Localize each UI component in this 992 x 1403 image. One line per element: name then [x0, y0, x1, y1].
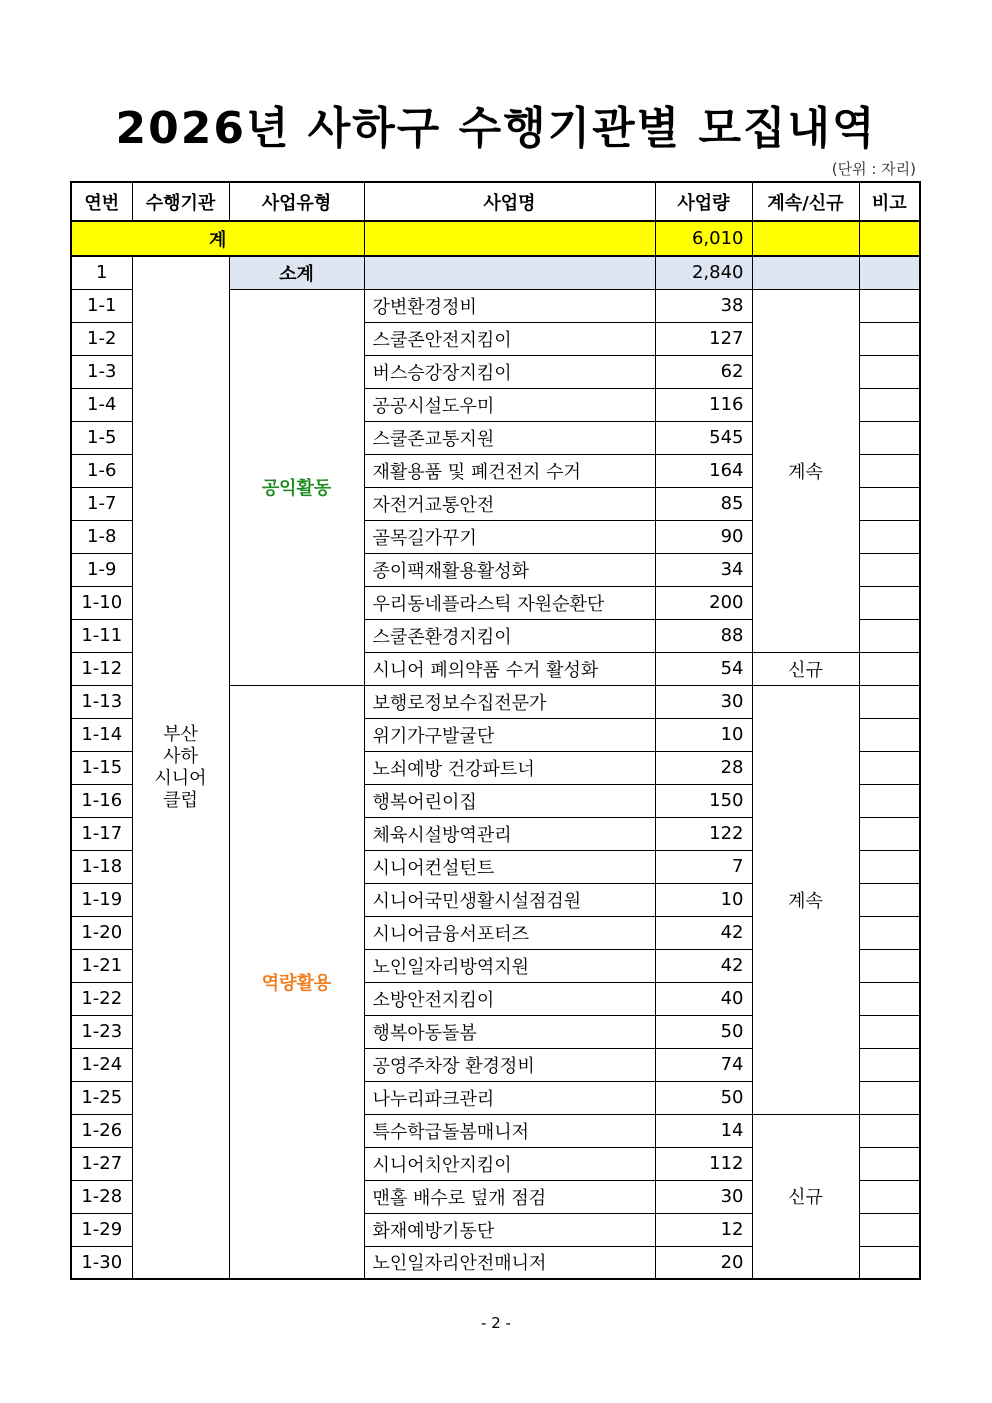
- row-note: [859, 289, 920, 322]
- row-note: [859, 454, 920, 487]
- row-name: 스쿨존교통지원: [364, 421, 655, 454]
- row-name: 강변환경정비: [364, 289, 655, 322]
- row-name: 보행로정보수집전문가: [364, 685, 655, 718]
- header-org: 수행기관: [132, 182, 229, 221]
- row-qty: 116: [655, 388, 752, 421]
- unit-label: (단위 : 자리): [831, 160, 916, 178]
- row-no: 1-16: [71, 784, 132, 817]
- row-no: 1-23: [71, 1015, 132, 1048]
- row-no: 1-30: [71, 1246, 132, 1279]
- row-no: 1-10: [71, 586, 132, 619]
- type-capacity: 역량활용: [229, 685, 364, 1279]
- row-name: 특수학급돌봄매니저: [364, 1114, 655, 1147]
- total-label: 계: [71, 221, 364, 256]
- row-note: [859, 586, 920, 619]
- row-qty: 50: [655, 1015, 752, 1048]
- org-line: 사하: [163, 745, 198, 767]
- row-no: 1-8: [71, 520, 132, 553]
- row-note: [859, 1213, 920, 1246]
- row-qty: 74: [655, 1048, 752, 1081]
- row-qty: 38: [655, 289, 752, 322]
- row-no: 1-28: [71, 1180, 132, 1213]
- row-name: 소방안전지킴이: [364, 982, 655, 1015]
- row-qty: 14: [655, 1114, 752, 1147]
- page-number: - 2 -: [481, 1314, 511, 1332]
- total-row: [71, 221, 920, 256]
- row-note: [859, 916, 920, 949]
- org-line: 시니어: [154, 767, 207, 789]
- row-no: 1-25: [71, 1081, 132, 1114]
- row-name: 스쿨존환경지킴이: [364, 619, 655, 652]
- row-note: [859, 1147, 920, 1180]
- header-no: 연번: [71, 182, 132, 221]
- row-note: [859, 322, 920, 355]
- row-name: 노인일자리방역지원: [364, 949, 655, 982]
- row-qty: 12: [655, 1213, 752, 1246]
- org-cell: [132, 256, 229, 1279]
- row-qty: 62: [655, 355, 752, 388]
- row-qty: 40: [655, 982, 752, 1015]
- row-no: 1-13: [71, 685, 132, 718]
- header-name: 사업명: [364, 182, 655, 221]
- row-qty: 34: [655, 553, 752, 586]
- row-note: [859, 850, 920, 883]
- row-name: 스쿨존안전지킴이: [364, 322, 655, 355]
- row-qty: 10: [655, 718, 752, 751]
- row-no: 1-24: [71, 1048, 132, 1081]
- row-note: [859, 817, 920, 850]
- row-note: [859, 751, 920, 784]
- row-note: [859, 553, 920, 586]
- subtotal-status-cell: [752, 256, 859, 289]
- row-qty: 30: [655, 685, 752, 718]
- row-no: 1-29: [71, 1213, 132, 1246]
- row-qty: 545: [655, 421, 752, 454]
- row-no: 1-19: [71, 883, 132, 916]
- row-no: 1-17: [71, 817, 132, 850]
- org-line: 클럽: [163, 789, 198, 811]
- row-no: 1-6: [71, 454, 132, 487]
- row-qty: 112: [655, 1147, 752, 1180]
- recruitment-table: [70, 181, 921, 1280]
- row-note: [859, 1246, 920, 1279]
- row-note: [859, 982, 920, 1015]
- subtotal-name-cell: [364, 256, 655, 289]
- row-no: 1-12: [71, 652, 132, 685]
- row-note: [859, 355, 920, 388]
- row-name: 자전거교통안전: [364, 487, 655, 520]
- status-new: 신규: [752, 652, 859, 685]
- row-note: [859, 520, 920, 553]
- status-continue: 계속: [752, 685, 859, 1114]
- row-name: 위기가구발굴단: [364, 718, 655, 751]
- row-name: 시니어컨설턴트: [364, 850, 655, 883]
- row-note: [859, 883, 920, 916]
- row-note: [859, 1081, 920, 1114]
- total-status-cell: [752, 221, 859, 256]
- subtotal-qty: 2,840: [655, 256, 752, 289]
- header-note: 비고: [859, 182, 920, 221]
- total-qty: 6,010: [655, 221, 752, 256]
- row-name: 시니어 폐의약품 수거 활성화: [364, 652, 655, 685]
- row-note: [859, 1015, 920, 1048]
- row-name: 노인일자리안전매니저: [364, 1246, 655, 1279]
- row-qty: 30: [655, 1180, 752, 1213]
- row-no: 1-7: [71, 487, 132, 520]
- row-note: [859, 685, 920, 718]
- row-note: [859, 784, 920, 817]
- row-no: 1-1: [71, 289, 132, 322]
- row-qty: 7: [655, 850, 752, 883]
- row-qty: 42: [655, 949, 752, 982]
- header-qty: 사업량: [655, 182, 752, 221]
- row-no: 1-22: [71, 982, 132, 1015]
- row-note: [859, 1180, 920, 1213]
- row-name: 골목길가꾸기: [364, 520, 655, 553]
- subtotal-note-cell: [859, 256, 920, 289]
- row-no: 1-11: [71, 619, 132, 652]
- row-qty: 20: [655, 1246, 752, 1279]
- subtotal-label: 소계: [229, 256, 364, 289]
- row-note: [859, 652, 920, 685]
- org-line: 부산: [163, 723, 198, 745]
- row-qty: 28: [655, 751, 752, 784]
- row-qty: 150: [655, 784, 752, 817]
- row-name: 화재예방기동단: [364, 1213, 655, 1246]
- row-name: 공영주차장 환경정비: [364, 1048, 655, 1081]
- page-title: 2026년 사하구 수행기관별 모집내역: [115, 103, 877, 154]
- row-qty: 85: [655, 487, 752, 520]
- row-name: 버스승강장지킴이: [364, 355, 655, 388]
- row-note: [859, 487, 920, 520]
- row-no: 1-5: [71, 421, 132, 454]
- row-qty: 200: [655, 586, 752, 619]
- row-name: 행복어린이집: [364, 784, 655, 817]
- row-no: 1-4: [71, 388, 132, 421]
- row-qty: 42: [655, 916, 752, 949]
- row-note: [859, 388, 920, 421]
- subtotal-no: 1: [71, 256, 132, 289]
- row-name: 공공시설도우미: [364, 388, 655, 421]
- total-name-cell: [364, 221, 655, 256]
- subtotal-row: [71, 256, 920, 289]
- row-name: 재활용품 및 폐건전지 수거: [364, 454, 655, 487]
- row-name: 노쇠예방 건강파트너: [364, 751, 655, 784]
- status-new: 신규: [752, 1114, 859, 1279]
- total-note-cell: [859, 221, 920, 256]
- row-name: 체육시설방역관리: [364, 817, 655, 850]
- row-no: 1-3: [71, 355, 132, 388]
- row-qty: 164: [655, 454, 752, 487]
- row-no: 1-20: [71, 916, 132, 949]
- row-name: 맨홀 배수로 덮개 점검: [364, 1180, 655, 1213]
- row-name: 종이팩재활용활성화: [364, 553, 655, 586]
- row-qty: 90: [655, 520, 752, 553]
- status-continue: 계속: [752, 289, 859, 652]
- header-status: 계속/신규: [752, 182, 859, 221]
- row-note: [859, 1048, 920, 1081]
- table-header-row: [71, 182, 920, 221]
- row-name: 나누리파크관리: [364, 1081, 655, 1114]
- row-no: 1-9: [71, 553, 132, 586]
- row-no: 1-21: [71, 949, 132, 982]
- row-qty: 50: [655, 1081, 752, 1114]
- type-public: 공익활동: [229, 289, 364, 685]
- row-name: 시니어치안지킴이: [364, 1147, 655, 1180]
- row-name: 시니어국민생활시설점검원: [364, 883, 655, 916]
- row-no: 1-26: [71, 1114, 132, 1147]
- row-name: 시니어금융서포터즈: [364, 916, 655, 949]
- row-qty: 88: [655, 619, 752, 652]
- row-no: 1-15: [71, 751, 132, 784]
- row-qty: 122: [655, 817, 752, 850]
- row-name: 우리동네플라스틱 자원순환단: [364, 586, 655, 619]
- row-note: [859, 421, 920, 454]
- row-qty: 10: [655, 883, 752, 916]
- row-note: [859, 619, 920, 652]
- row-note: [859, 949, 920, 982]
- row-no: 1-2: [71, 322, 132, 355]
- row-note: [859, 1114, 920, 1147]
- row-qty: 54: [655, 652, 752, 685]
- row-qty: 127: [655, 322, 752, 355]
- row-note: [859, 718, 920, 751]
- row-name: 행복아동돌봄: [364, 1015, 655, 1048]
- row-no: 1-27: [71, 1147, 132, 1180]
- row-no: 1-18: [71, 850, 132, 883]
- header-type: 사업유형: [229, 182, 364, 221]
- row-no: 1-14: [71, 718, 132, 751]
